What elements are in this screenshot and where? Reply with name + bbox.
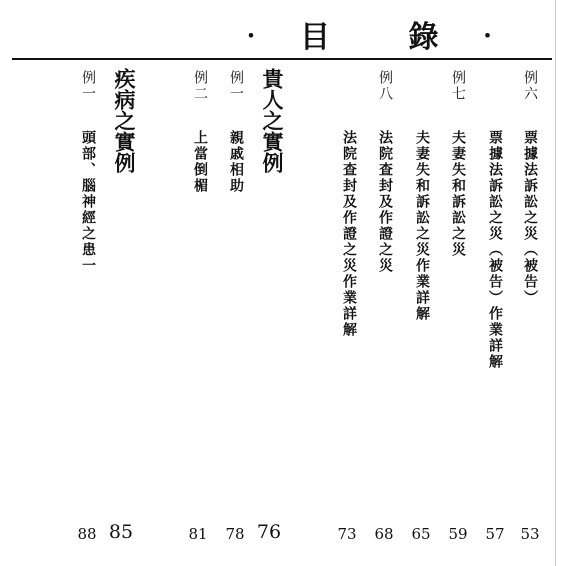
entry-label: 例六 [522, 70, 538, 102]
entry-label: 例八 [377, 70, 393, 102]
entry-label: 例二 [192, 70, 208, 102]
entry-page-number: 88 [77, 525, 97, 543]
entry-label: 例一 [228, 70, 244, 102]
entry-title: 夫妻失和訴訟之災 [450, 130, 466, 258]
entry-title: 法院查封及作證之災 [377, 130, 393, 274]
entry-page-number: 53 [520, 525, 540, 543]
entry-page-number: 81 [188, 525, 208, 543]
page-edge-line [555, 0, 556, 566]
entry-title: 親戚相助 [228, 130, 244, 194]
page-title: ‧目 錄‧ [236, 20, 537, 55]
section-heading: 疾病之實例 [112, 68, 137, 173]
page-header [0, 0, 565, 60]
entry-title: 頭部、腦神經之患一 [80, 130, 96, 274]
entry-title: 票據法訴訟之災（被告） [522, 130, 538, 306]
entry-page-number: 57 [485, 525, 505, 543]
entry-page-number: 73 [337, 525, 357, 543]
entry-label: 例一 [80, 70, 96, 102]
entry-page-number: 68 [374, 525, 394, 543]
entry-label: 例七 [450, 70, 466, 102]
header-rule [12, 58, 552, 60]
entry-page-number: 65 [411, 525, 431, 543]
entry-title: 夫妻失和訴訟之災作業詳解 [414, 130, 430, 322]
entry-title: 法院查封及作證之災作業詳解 [341, 130, 357, 338]
entry-page-number: 78 [225, 525, 245, 543]
section-heading: 貴人之實例 [260, 68, 285, 173]
entry-title: 上當倒楣 [192, 130, 208, 194]
section-page-number: 85 [108, 521, 134, 543]
entry-page-number: 59 [448, 525, 468, 543]
entry-title: 票據法訴訟之災（被告）作業詳解 [487, 130, 503, 370]
section-page-number: 76 [256, 521, 282, 543]
